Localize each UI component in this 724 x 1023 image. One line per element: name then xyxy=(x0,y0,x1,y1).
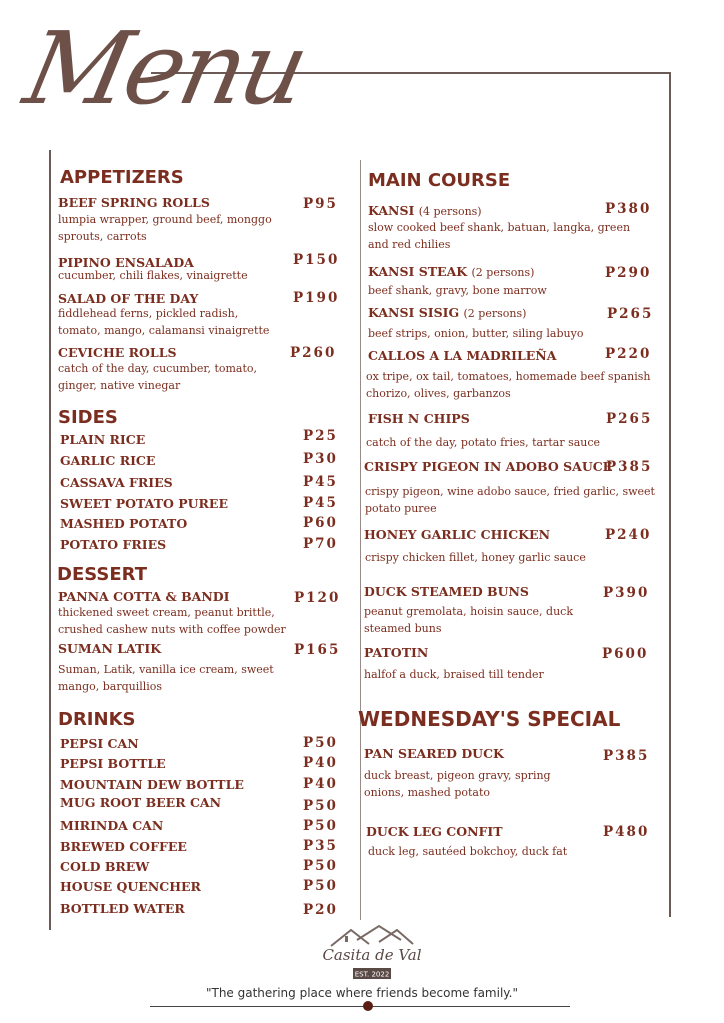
logo-est-text: EST. 2022 xyxy=(354,970,390,979)
menu-item-name: KANSI SISIG (2 persons) xyxy=(368,305,527,320)
menu-item-name: DUCK STEAMED BUNS xyxy=(364,584,529,599)
menu-item-name: BOTTLED WATER xyxy=(60,901,185,916)
menu-item-price: P385 xyxy=(603,748,650,764)
menu-item-desc: lumpia wrapper, ground beef, monggo sprouts, carrots xyxy=(58,213,272,243)
menu-item-price: P45 xyxy=(303,495,338,511)
menu-item-desc: beef shank, gravy, bone marrow xyxy=(368,284,547,297)
menu-title: Menu xyxy=(15,10,315,127)
menu-item-price: P70 xyxy=(303,536,338,552)
menu-item-price: P50 xyxy=(303,818,338,834)
menu-item-name: PEPSI BOTTLE xyxy=(60,756,166,771)
menu-item-price: P120 xyxy=(294,590,341,606)
menu-item-desc: thickened sweet cream, peanut brittle, crushed cashew nuts with coffee powder xyxy=(58,606,286,636)
tagline: "The gathering place where friends become family." xyxy=(205,986,519,1000)
menu-item-desc: peanut gremolata, hoisin sauce, duck steamed buns xyxy=(364,605,573,635)
menu-item-desc: halfof a duck, braised till tender xyxy=(364,668,544,681)
menu-item-name: SUMAN LATIK xyxy=(58,641,162,656)
menu-item-desc: cucumber, chili flakes, vinaigrette xyxy=(58,269,248,282)
menu-item-price: P165 xyxy=(294,642,341,658)
menu-item-price: P30 xyxy=(303,451,338,467)
menu-item-price: P50 xyxy=(303,878,338,894)
menu-item-name: PLAIN RICE xyxy=(60,432,146,447)
menu-item-price: P385 xyxy=(606,459,653,475)
appetizers-heading: APPETIZERS xyxy=(60,167,184,188)
menu-item-price: P240 xyxy=(605,527,652,543)
menu-item-name: PIPINO ENSALADA xyxy=(58,255,194,270)
menu-item-name: SALAD OF THE DAY xyxy=(58,291,199,306)
menu-item-name: DUCK LEG CONFIT xyxy=(366,824,503,839)
menu-item-name: MOUNTAIN DEW BOTTLE xyxy=(60,777,244,792)
menu-item-name: COLD BREW xyxy=(60,859,150,874)
menu-item-price: P265 xyxy=(607,306,654,322)
menu-item-name: PAN SEARED DUCK xyxy=(364,746,504,761)
menu-item-name: GARLIC RICE xyxy=(60,453,156,468)
wednesday-special-heading: WEDNESDAY'S SPECIAL xyxy=(358,707,621,731)
menu-item-name: PEPSI CAN xyxy=(60,736,139,751)
menu-item-name: SWEET POTATO PUREE xyxy=(60,496,228,511)
frame-right-line xyxy=(669,72,671,917)
menu-item-price: P45 xyxy=(303,474,338,490)
menu-item-price: P220 xyxy=(605,346,652,362)
menu-item-name: PANNA COTTA & BANDI xyxy=(58,589,230,604)
menu-item-name: PATOTIN xyxy=(364,645,429,660)
menu-item-desc: beef strips, onion, butter, siling labuyo xyxy=(368,327,584,340)
menu-item-desc: crispy pigeon, wine adobo sauce, fried garlic, sweet potato puree xyxy=(365,485,655,515)
menu-item-desc: slow cooked beef shank, batuan, langka, green and red chilies xyxy=(368,221,631,251)
main-course-heading: MAIN COURSE xyxy=(368,170,511,191)
sides-heading: SIDES xyxy=(58,407,118,428)
drinks-heading: DRINKS xyxy=(58,709,136,730)
menu-item-price: P260 xyxy=(290,345,337,361)
menu-item-name: POTATO FRIES xyxy=(60,537,167,552)
menu-item-name: CEVICHE ROLLS xyxy=(58,345,177,360)
menu-item-desc: duck leg, sautéed bokchoy, duck fat xyxy=(368,845,568,858)
menu-item-name: KANSI (4 persons) xyxy=(368,203,482,218)
menu-item-name: KANSI STEAK (2 persons) xyxy=(368,264,535,279)
menu-item-name: FISH N CHIPS xyxy=(368,411,470,426)
menu-item-price: P60 xyxy=(303,515,338,531)
menu-item-price: P290 xyxy=(605,265,652,281)
frame-left-line xyxy=(49,150,51,930)
menu-item-price: P35 xyxy=(303,838,338,854)
menu-item-name: HONEY GARLIC CHICKEN xyxy=(364,527,550,542)
menu-item-desc: crispy chicken fillet, honey garlic sauce xyxy=(365,551,586,564)
menu-item-price: P40 xyxy=(303,776,338,792)
menu-item-name: CASSAVA FRIES xyxy=(60,475,173,490)
menu-item-name: MASHED POTATO xyxy=(60,516,188,531)
menu-item-name: MIRINDA CAN xyxy=(60,818,164,833)
menu-item-name: CALLOS A LA MADRILEÑA xyxy=(368,348,557,363)
menu-item-price: P25 xyxy=(303,428,338,444)
menu-item-desc: ox tripe, ox tail, tomatoes, homemade beef spanish chorizo, olives, garbanzos xyxy=(366,370,651,400)
menu-item-desc: catch of the day, potato fries, tartar sauce xyxy=(366,436,601,449)
footer-ornament xyxy=(363,1001,373,1011)
menu-item-name: BREWED COFFEE xyxy=(60,839,187,854)
menu-item-price: P20 xyxy=(303,902,338,918)
menu-item-price: P265 xyxy=(606,411,653,427)
menu-item-desc: duck breast, pigeon gravy, spring onions, mashed potato xyxy=(364,769,551,799)
menu-item-name: MUG ROOT BEER CAN xyxy=(60,795,222,810)
menu-item-price: P40 xyxy=(303,755,338,771)
menu-item-price: P95 xyxy=(303,196,338,212)
menu-item-name: BEEF SPRING ROLLS xyxy=(58,195,210,210)
casita-de-val-logo xyxy=(317,924,427,986)
menu-item-name: HOUSE QUENCHER xyxy=(60,879,201,894)
menu-item-desc: catch of the day, cucumber, tomato, ginger, native vinegar xyxy=(58,362,258,392)
menu-item-desc: Suman, Latik, vanilla ice cream, sweet mango, barquillios xyxy=(58,663,274,693)
logo-name-text: Casita de Val xyxy=(322,946,422,964)
dessert-heading: DESSERT xyxy=(57,564,147,585)
menu-item-price: P50 xyxy=(303,735,338,751)
menu-item-price: P50 xyxy=(303,858,338,874)
menu-item-price: P190 xyxy=(293,290,340,306)
menu-item-name: CRISPY PIGEON IN ADOBO SAUCE xyxy=(364,459,613,474)
menu-item-price: P480 xyxy=(603,824,650,840)
column-divider xyxy=(360,160,361,920)
menu-item-price: P600 xyxy=(602,646,649,662)
menu-item-price: P150 xyxy=(293,252,340,268)
menu-item-desc: fiddlehead ferns, pickled radish, tomato, mango, calamansi vinaigrette xyxy=(58,307,270,337)
menu-item-price: P390 xyxy=(603,585,650,601)
menu-item-price: P50 xyxy=(303,798,338,814)
footer-line xyxy=(150,1006,570,1007)
menu-item-price: P380 xyxy=(605,201,652,217)
